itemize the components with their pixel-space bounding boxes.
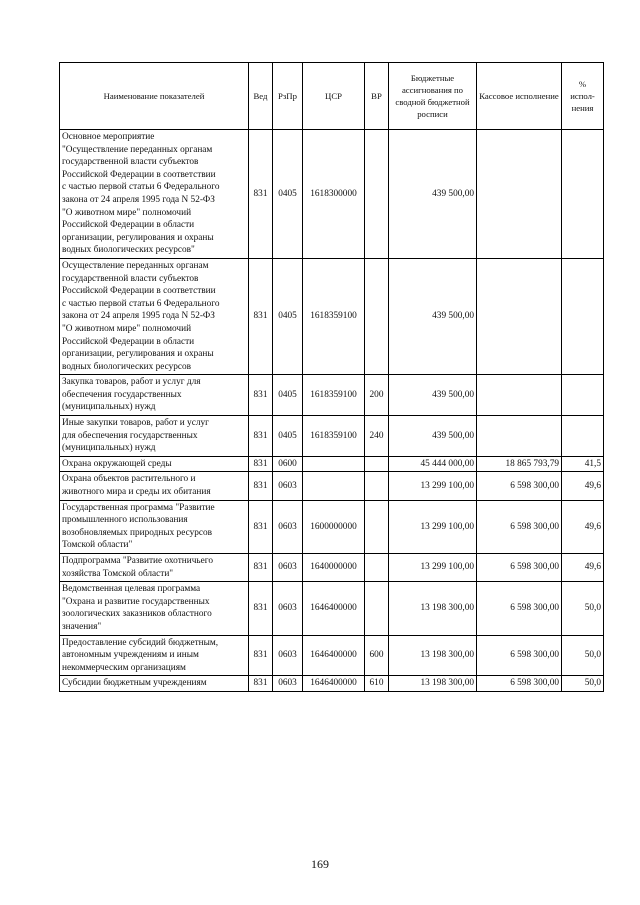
row-name: Государственная программа "Развитие промышленного использования возобновляемых природных ресурсов Томской области" bbox=[60, 500, 249, 553]
table-row bbox=[60, 130, 604, 259]
row-pct bbox=[562, 416, 604, 457]
row-ved: 831 bbox=[249, 258, 273, 374]
row-rzpr: 0600 bbox=[273, 456, 303, 472]
row-cash: 6 598 300,00 bbox=[477, 582, 562, 635]
row-ved: 831 bbox=[249, 635, 273, 676]
row-cash bbox=[477, 130, 562, 259]
header-vr: ВР bbox=[365, 63, 389, 130]
page-number: 169 bbox=[311, 857, 329, 871]
row-ved: 831 bbox=[249, 472, 273, 500]
row-csr: 1618359100 bbox=[303, 416, 365, 457]
row-rzpr: 0603 bbox=[273, 582, 303, 635]
row-csr bbox=[303, 456, 365, 472]
row-cash: 18 865 793,79 bbox=[477, 456, 562, 472]
row-cash bbox=[477, 258, 562, 374]
row-budget: 13 198 300,00 bbox=[389, 635, 477, 676]
row-ved: 831 bbox=[249, 456, 273, 472]
row-budget: 439 500,00 bbox=[389, 375, 477, 416]
row-vr bbox=[365, 130, 389, 259]
row-ved: 831 bbox=[249, 676, 273, 692]
row-rzpr: 0603 bbox=[273, 676, 303, 692]
row-vr: 610 bbox=[365, 676, 389, 692]
row-rzpr: 0405 bbox=[273, 375, 303, 416]
table-row bbox=[60, 554, 604, 582]
header-rzpr: РзПр bbox=[273, 63, 303, 130]
row-cash: 6 598 300,00 bbox=[477, 500, 562, 553]
row-vr: 600 bbox=[365, 635, 389, 676]
row-cash: 6 598 300,00 bbox=[477, 635, 562, 676]
row-rzpr: 0603 bbox=[273, 500, 303, 553]
row-pct: 49,6 bbox=[562, 472, 604, 500]
row-pct bbox=[562, 130, 604, 259]
row-pct bbox=[562, 258, 604, 374]
row-csr: 1646400000 bbox=[303, 676, 365, 692]
row-name: Предоставление субсидий бюджетным, автономным учреждениям и иным некоммерческим организациям bbox=[60, 635, 249, 676]
row-rzpr: 0405 bbox=[273, 130, 303, 259]
row-budget: 13 299 100,00 bbox=[389, 472, 477, 500]
table-row bbox=[60, 456, 604, 472]
row-pct: 41,5 bbox=[562, 456, 604, 472]
row-ved: 831 bbox=[249, 416, 273, 457]
row-budget: 13 198 300,00 bbox=[389, 582, 477, 635]
row-name: Подпрограмма "Развитие охотничьего хозяйства Томской области" bbox=[60, 554, 249, 582]
header-budget: Бюджетные ассигнования по сводной бюджетной росписи bbox=[389, 63, 477, 130]
row-csr: 1618300000 bbox=[303, 130, 365, 259]
row-name: Основное мероприятие "Осуществление переданных органам государственной власти субъектов Российской Федерации в соответствии с частью первой статьи 6 Федерального закона от 24 апреля 1995 года N 52-ФЗ "О животном мире" полномочий Российской Федерации в области организации, регулирования и охраны водных биологических ресурсов" bbox=[60, 130, 249, 259]
row-ved: 831 bbox=[249, 582, 273, 635]
row-csr: 1646400000 bbox=[303, 635, 365, 676]
row-rzpr: 0603 bbox=[273, 472, 303, 500]
row-budget: 439 500,00 bbox=[389, 130, 477, 259]
row-name: Субсидии бюджетным учреждениям bbox=[60, 676, 249, 692]
row-vr: 200 bbox=[365, 375, 389, 416]
row-pct: 49,6 bbox=[562, 500, 604, 553]
row-budget: 439 500,00 bbox=[389, 258, 477, 374]
row-name: Иные закупки товаров, работ и услуг для обеспечения государственных (муниципальных) нужд bbox=[60, 416, 249, 457]
row-csr: 1600000000 bbox=[303, 500, 365, 553]
header-pct: % испол- нения bbox=[562, 63, 604, 130]
table-header-row bbox=[60, 63, 604, 130]
table-row bbox=[60, 676, 604, 692]
row-cash bbox=[477, 375, 562, 416]
row-ved: 831 bbox=[249, 130, 273, 259]
row-cash: 6 598 300,00 bbox=[477, 472, 562, 500]
row-vr bbox=[365, 500, 389, 553]
row-vr bbox=[365, 456, 389, 472]
table-row bbox=[60, 472, 604, 500]
row-csr: 1618359100 bbox=[303, 258, 365, 374]
row-pct: 50,0 bbox=[562, 676, 604, 692]
row-csr bbox=[303, 472, 365, 500]
row-ved: 831 bbox=[249, 500, 273, 553]
budget-table bbox=[59, 62, 604, 692]
table-row bbox=[60, 375, 604, 416]
row-rzpr: 0405 bbox=[273, 416, 303, 457]
row-cash: 6 598 300,00 bbox=[477, 554, 562, 582]
row-name: Закупка товаров, работ и услуг для обеспечения государственных (муниципальных) нужд bbox=[60, 375, 249, 416]
row-name: Ведомственная целевая программа "Охрана и развитие государственных зоологических заказников областного значения" bbox=[60, 582, 249, 635]
row-vr bbox=[365, 554, 389, 582]
table-row bbox=[60, 416, 604, 457]
row-ved: 831 bbox=[249, 375, 273, 416]
row-budget: 45 444 000,00 bbox=[389, 456, 477, 472]
table-row bbox=[60, 635, 604, 676]
row-budget: 13 299 100,00 bbox=[389, 554, 477, 582]
row-csr: 1646400000 bbox=[303, 582, 365, 635]
header-name: Наименование показателей bbox=[60, 63, 249, 130]
table-row bbox=[60, 500, 604, 553]
row-rzpr: 0603 bbox=[273, 554, 303, 582]
row-vr bbox=[365, 472, 389, 500]
table-row bbox=[60, 258, 604, 374]
header-csr: ЦСР bbox=[303, 63, 365, 130]
row-csr: 1618359100 bbox=[303, 375, 365, 416]
table-row bbox=[60, 582, 604, 635]
row-pct: 50,0 bbox=[562, 582, 604, 635]
row-pct: 50,0 bbox=[562, 635, 604, 676]
row-pct: 49,6 bbox=[562, 554, 604, 582]
row-csr: 1640000000 bbox=[303, 554, 365, 582]
row-vr bbox=[365, 258, 389, 374]
row-rzpr: 0405 bbox=[273, 258, 303, 374]
header-cash: Кассовое исполнение bbox=[477, 63, 562, 130]
row-cash: 6 598 300,00 bbox=[477, 676, 562, 692]
row-rzpr: 0603 bbox=[273, 635, 303, 676]
row-name: Охрана объектов растительного и животного мира и среды их обитания bbox=[60, 472, 249, 500]
row-budget: 439 500,00 bbox=[389, 416, 477, 457]
row-cash bbox=[477, 416, 562, 457]
row-vr bbox=[365, 582, 389, 635]
row-budget: 13 198 300,00 bbox=[389, 676, 477, 692]
row-name: Охрана окружающей среды bbox=[60, 456, 249, 472]
row-pct bbox=[562, 375, 604, 416]
row-name: Осуществление переданных органам государственной власти субъектов Российской Федерации в соответствии с частью первой статьи 6 Федерального закона от 24 апреля 1995 года N 52-ФЗ "О животном мире" полномочий Российской Федерации в области организации, регулирования и охраны водных биологических ресурсов bbox=[60, 258, 249, 374]
row-ved: 831 bbox=[249, 554, 273, 582]
row-vr: 240 bbox=[365, 416, 389, 457]
row-budget: 13 299 100,00 bbox=[389, 500, 477, 553]
header-ved: Вед bbox=[249, 63, 273, 130]
